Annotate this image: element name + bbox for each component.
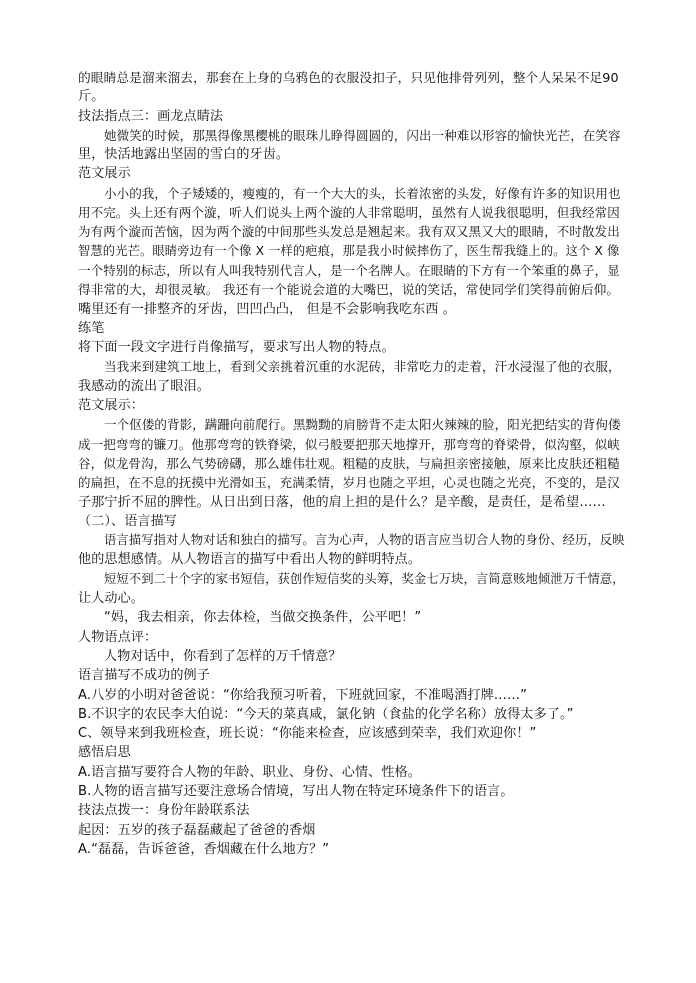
text-line: 起因：五岁的孩子磊磊藏起了爸爸的香烟 (78, 822, 316, 838)
text-line: 他的思想感情。从人物语言的描写中看出人物的鲜明特点。 (78, 552, 422, 568)
text-line: 成一把弯弯的镰刀。他那弯弯的铁脊梁，似弓般要把那天地撑开，那弯弯的脊梁骨，似沟壑，似峡 (78, 436, 620, 452)
text-line: 范文展示 (78, 166, 131, 182)
text-line: 的扁担，在不息的抚摸中光滑如玉，充满柔情，岁月也随之平坦，心灵也随之光亮，不变的，是汉 (78, 475, 620, 491)
text-line: 当我来到建筑工地上，看到父亲挑着沉重的水泥砖，非常吃力的走着，汗水浸湿了他的衣服， (104, 359, 621, 375)
text-line: 为有两个漩而苦恼，因为两个漩的中间那些头发总是翘起来。我有双又黑又大的眼睛，不时散发出 (78, 224, 620, 240)
text-line: 得非常的大，却很灵敏。 我还有一个能说会道的大嘴巴，说的笑话，常使同学们笑得前俯后仰。 (78, 282, 620, 298)
text-line: 短短不到二十个字的家书短信，获创作短信奖的头筹，奖金七万块，言简意赅地倾泄万千情意， (104, 571, 625, 586)
text-line: 用不完。头上还有两个漩，听人们说头上两个漩的人非常聪明，虽然有人说我很聪明，但我经常因 (78, 205, 620, 221)
text-line: 将下面一段文字进行肖像描写，要求写出人物的特点。 (78, 340, 395, 356)
text-line: 感悟启思 (78, 745, 131, 761)
text-line: 斤。 (78, 89, 105, 105)
text-line: （二）、语言描写 (78, 513, 177, 529)
text-line: B.人物的语言描写还要注意场合情境，写出人物在特定环境条件下的语言。 (78, 783, 514, 799)
text-line: 她微笑的时候，那黑得像黑樱桃的眼珠儿睁得圆圆的，闪出一种难以形容的愉快光芒，在笑容 (104, 127, 621, 143)
text-line: 语言描写指对人物对话和独白的描写。言为心声，人物的语言应当切合人物的身份、经历，反映 (104, 533, 625, 548)
text-line: 我感动的流出了眼泪。 (78, 378, 210, 394)
text-line: “妈，我去相亲，你去体检，当做交换条件，公平吧！” (104, 610, 422, 626)
document-page (78, 68, 626, 859)
text-line: 让人动心。 (78, 591, 144, 607)
text-line: 里，快活地露出坚固的雪白的牙齿。 (78, 147, 290, 163)
text-line: 子那宁折不屈的脾性。从日出到日落，他的肩上担的是什么？是辛酸，是责任，是希望…… (78, 494, 606, 510)
text-line: 人物语点评： (78, 629, 158, 645)
text-line: B.不识字的农民李大伯说：“今天的菜真咸，氯化钠（食盐的化学名称）放得太多了。” (78, 706, 574, 722)
text-line: 练笔 (78, 320, 105, 336)
text-line: 小小的我，个子矮矮的，瘦瘦的，有一个大大的头，长着浓密的头发，好像有许多的知识用也 (104, 185, 621, 201)
text-line: 智慧的光芒。眼睛旁边有一个像 X 一样的疤痕，那是我小时候摔伤了，医生帮我缝上的。这个 X 像 (78, 243, 620, 258)
text-line: 的眼睛总是溜来溜去，那套在上身的乌鸦色的衣服没扣子，只见他排骨列列，整个人呆呆不足90 (78, 70, 619, 85)
text-line: 谷，似龙骨沟，那么气势磅礴，那么雄伟壮观。粗糙的皮肤，与扁担亲密接触，原来比皮肤还粗糙 (78, 455, 620, 471)
text-line: 人物对话中，你看到了怎样的万千情意？ (104, 648, 342, 664)
text-line: 技法点拨一：身份年龄联系法 (78, 803, 250, 819)
text-line: A.语言描写要符合人物的年龄、职业、身份、心情、性格。 (78, 764, 421, 780)
text-line: 嘴里还有一排整齐的牙齿，凹凹凸凸， 但是不会影响我吃东西 。 (78, 301, 456, 317)
text-line: 一个伛偻的背影，蹒跚向前爬行。黑黝黝的肩膀背不走太阳火辣辣的脸，阳光把结实的背佝偻 (104, 417, 621, 433)
text-line: A.八岁的小明对爸爸说：“你给我预习听着，下班就回家，不准喝酒打牌……” (78, 687, 528, 703)
text-line: 技法指点三：画龙点睛法 (78, 108, 224, 124)
text-line: 语言描写不成功的例子 (78, 668, 210, 684)
text-line: A.“磊磊，告诉爸爸，香烟藏在什么地方？” (78, 841, 330, 857)
text-line: C、领导来到我班检查，班长说：“你能来检查，应该感到荣幸，我们欢迎你！” (78, 726, 537, 742)
text-line: 一个特别的标志，所以有人叫我特别代言人，是一个名牌人。在眼睛的下方有一个笨重的鼻子，显 (78, 262, 620, 278)
text-line: 范文展示： (78, 398, 144, 414)
